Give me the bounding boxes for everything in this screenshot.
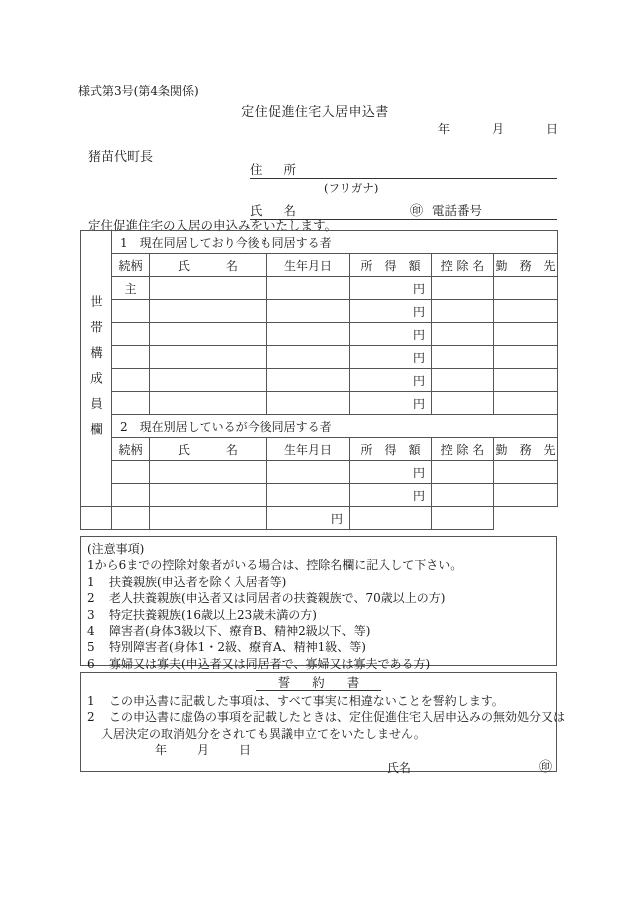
cell-deduction[interactable] (432, 277, 494, 300)
section1-column-header-row (81, 254, 558, 277)
cell-deduction[interactable] (432, 300, 494, 323)
notes-box (80, 536, 557, 671)
cell-birthdate[interactable] (267, 300, 350, 323)
cell-relation[interactable] (112, 484, 150, 507)
cell-income[interactable]: 円 (350, 484, 432, 507)
cell-relation[interactable] (112, 461, 150, 484)
cell-income[interactable]: 円 (267, 507, 350, 530)
pledge-text: この申込書に虚偽の事項を記載したときは、定住促進住宅入居申込みの無効処分又は (109, 710, 566, 725)
pledge-number: 2 (87, 710, 95, 725)
cell-name[interactable] (150, 484, 267, 507)
note-number: 2 (87, 591, 95, 606)
col-header-deduction: 控 除 名 (432, 254, 494, 277)
date-day-label: 日 (545, 122, 558, 136)
section2-number: 2 (120, 419, 128, 434)
address-row[interactable] (250, 158, 557, 179)
cell-deduction[interactable] (432, 369, 494, 392)
table-row[interactable] (81, 392, 558, 415)
col-header-relation: 続柄 (112, 438, 150, 461)
date-year-label: 年 (438, 122, 451, 136)
note-text: 特別障害者(身体1・2級、療育A、精神1級、等) (109, 640, 366, 655)
date-month-label: 月 (491, 122, 504, 136)
section2-header-row (81, 415, 558, 438)
cell-name[interactable] (150, 392, 267, 415)
col-header-income: 所 得 額 (350, 438, 432, 461)
cell-income[interactable]: 円 (350, 461, 432, 484)
note-text: 寡婦又は寡夫(申込者又は同居者で、寡婦又は寡夫である方) (109, 656, 431, 671)
note-number: 4 (87, 624, 95, 639)
cell-deduction[interactable] (350, 507, 432, 530)
cell-name[interactable] (150, 346, 267, 369)
furigana-label: (フリガナ) (324, 181, 379, 195)
pledge-date-line[interactable] (155, 742, 251, 759)
cell-relation[interactable] (81, 507, 112, 530)
pledge-name-label: 氏名 (387, 760, 412, 775)
section1-title: 現在同居しており今後も同居する者 (139, 235, 332, 250)
household-vertical-label: 世帯構成員欄 (81, 231, 112, 507)
note-text: 扶養親族(申込者を除く入居者等) (109, 574, 287, 589)
cell-income[interactable]: 円 (350, 300, 432, 323)
cell-workplace[interactable] (494, 369, 558, 392)
note-number: 3 (87, 607, 95, 622)
seal-icon: ㊞ (539, 759, 553, 775)
cell-workplace[interactable] (494, 323, 558, 346)
note-number: 5 (87, 640, 95, 655)
pledge-date-day-label: 日 (238, 743, 251, 758)
cell-income[interactable]: 円 (350, 369, 432, 392)
cell-workplace[interactable] (432, 507, 494, 530)
cell-deduction[interactable] (432, 346, 494, 369)
pledge-item (87, 693, 550, 710)
cell-name[interactable] (150, 323, 267, 346)
form-number: 様式第3号(第4条関係) (78, 84, 199, 98)
table-row[interactable] (81, 507, 558, 530)
table-row[interactable] (81, 277, 558, 300)
table-row[interactable] (81, 300, 558, 323)
cell-relation[interactable] (112, 369, 150, 392)
cell-name[interactable] (150, 461, 267, 484)
cell-birthdate[interactable] (150, 507, 267, 530)
pledge-item (87, 709, 566, 726)
note-item (87, 623, 556, 639)
cell-relation[interactable] (112, 392, 150, 415)
notes-heading: (注意事項) (87, 542, 145, 556)
cell-birthdate[interactable] (267, 323, 350, 346)
cell-workplace[interactable] (494, 461, 558, 484)
notes-lead: 1から6までの控除対象者がいる場合は、控除名欄に記入して下さい。 (87, 558, 463, 573)
section2-title-cell (112, 415, 558, 438)
pledge-body (81, 692, 566, 778)
note-number: 6 (87, 656, 95, 671)
cell-relation[interactable]: 主 (112, 277, 150, 300)
pledge-text: この申込書に記載した事項は、すべて事実に相違ないことを誓約します。 (109, 693, 504, 708)
cell-income[interactable]: 円 (350, 277, 432, 300)
cell-income[interactable]: 円 (350, 323, 432, 346)
cell-birthdate[interactable] (267, 461, 350, 484)
telephone-label: 電話番号 (432, 203, 483, 218)
note-text: 特定扶養親族(16歳以上23歳未満の方) (109, 607, 317, 622)
col-header-name: 氏 名 (150, 254, 267, 277)
note-item (87, 607, 556, 623)
cell-deduction[interactable] (432, 484, 494, 507)
note-number: 1 (87, 574, 95, 589)
cell-name[interactable] (150, 369, 267, 392)
cell-workplace[interactable] (494, 346, 558, 369)
table-row[interactable] (81, 484, 558, 507)
cell-birthdate[interactable] (267, 369, 350, 392)
pledge-signature-line[interactable] (87, 759, 553, 778)
section1-number: 1 (120, 235, 128, 250)
col-header-workplace: 勤 務 先 (494, 438, 558, 461)
table-row[interactable] (81, 323, 558, 346)
section1-header-row (81, 231, 558, 254)
cell-name[interactable] (112, 507, 150, 530)
cell-relation[interactable] (112, 300, 150, 323)
note-item (87, 656, 556, 672)
section2-column-header-row (81, 438, 558, 461)
note-item (87, 639, 556, 655)
addressee: 猪苗代町長 (88, 150, 154, 165)
table-row[interactable] (81, 346, 558, 369)
cell-name[interactable] (150, 277, 267, 300)
pledge-date-month-label: 月 (196, 743, 209, 758)
address-label: 住 所 (250, 162, 296, 177)
seal-icon: ㊞ (410, 204, 424, 219)
pledge-title: 誓約書 (81, 675, 556, 692)
furigana-row[interactable] (250, 179, 557, 199)
note-text: 老人扶養親族(申込者又は同居者の扶養親族で、70歳以上の方) (109, 591, 446, 606)
pledge-continuation: 入居決定の取消処分をされても異議申立てをいたしません。 (101, 726, 426, 741)
cell-workplace[interactable] (494, 484, 558, 507)
submission-date-line (438, 120, 558, 137)
name-label: 氏 名 (250, 203, 296, 218)
col-header-workplace: 勤 務 先 (494, 254, 558, 277)
document-title: 定住促進住宅入居申込書 (241, 105, 389, 120)
col-header-name: 氏 名 (150, 438, 267, 461)
pledge-box (80, 672, 566, 775)
col-header-birthdate: 生年月日 (267, 254, 350, 277)
applicant-identity-block (250, 158, 557, 220)
cell-workplace[interactable] (494, 277, 558, 300)
cell-relation[interactable] (112, 323, 150, 346)
cell-birthdate[interactable] (267, 277, 350, 300)
cell-birthdate[interactable] (267, 484, 350, 507)
col-header-relation: 続柄 (112, 254, 150, 277)
cell-workplace[interactable] (494, 300, 558, 323)
cell-birthdate[interactable] (267, 392, 350, 415)
cell-income[interactable]: 円 (350, 392, 432, 415)
section1-title-cell (112, 231, 558, 254)
cell-workplace[interactable] (494, 392, 558, 415)
intro-statement: 定住促進住宅の入居の申込みをいたします。 (88, 218, 338, 233)
pledge-number: 1 (87, 693, 95, 708)
cell-name[interactable] (150, 300, 267, 323)
table-row[interactable] (81, 369, 558, 392)
col-header-birthdate: 生年月日 (267, 438, 350, 461)
cell-income[interactable]: 円 (350, 346, 432, 369)
note-item (87, 590, 556, 606)
table-row[interactable] (81, 461, 558, 484)
cell-deduction[interactable] (432, 323, 494, 346)
col-header-income: 所 得 額 (350, 254, 432, 277)
section2-title: 現在別居しているが今後同居する者 (139, 419, 332, 434)
household-table (80, 230, 558, 530)
note-item (87, 574, 556, 590)
pledge-date-year-label: 年 (155, 743, 168, 758)
cell-deduction[interactable] (432, 461, 494, 484)
cell-relation[interactable] (112, 346, 150, 369)
col-header-deduction: 控 除 名 (432, 438, 494, 461)
note-text: 障害者(身体3級以下、療育B、精神2級以下、等) (109, 624, 371, 639)
cell-deduction[interactable] (432, 392, 494, 415)
cell-birthdate[interactable] (267, 346, 350, 369)
